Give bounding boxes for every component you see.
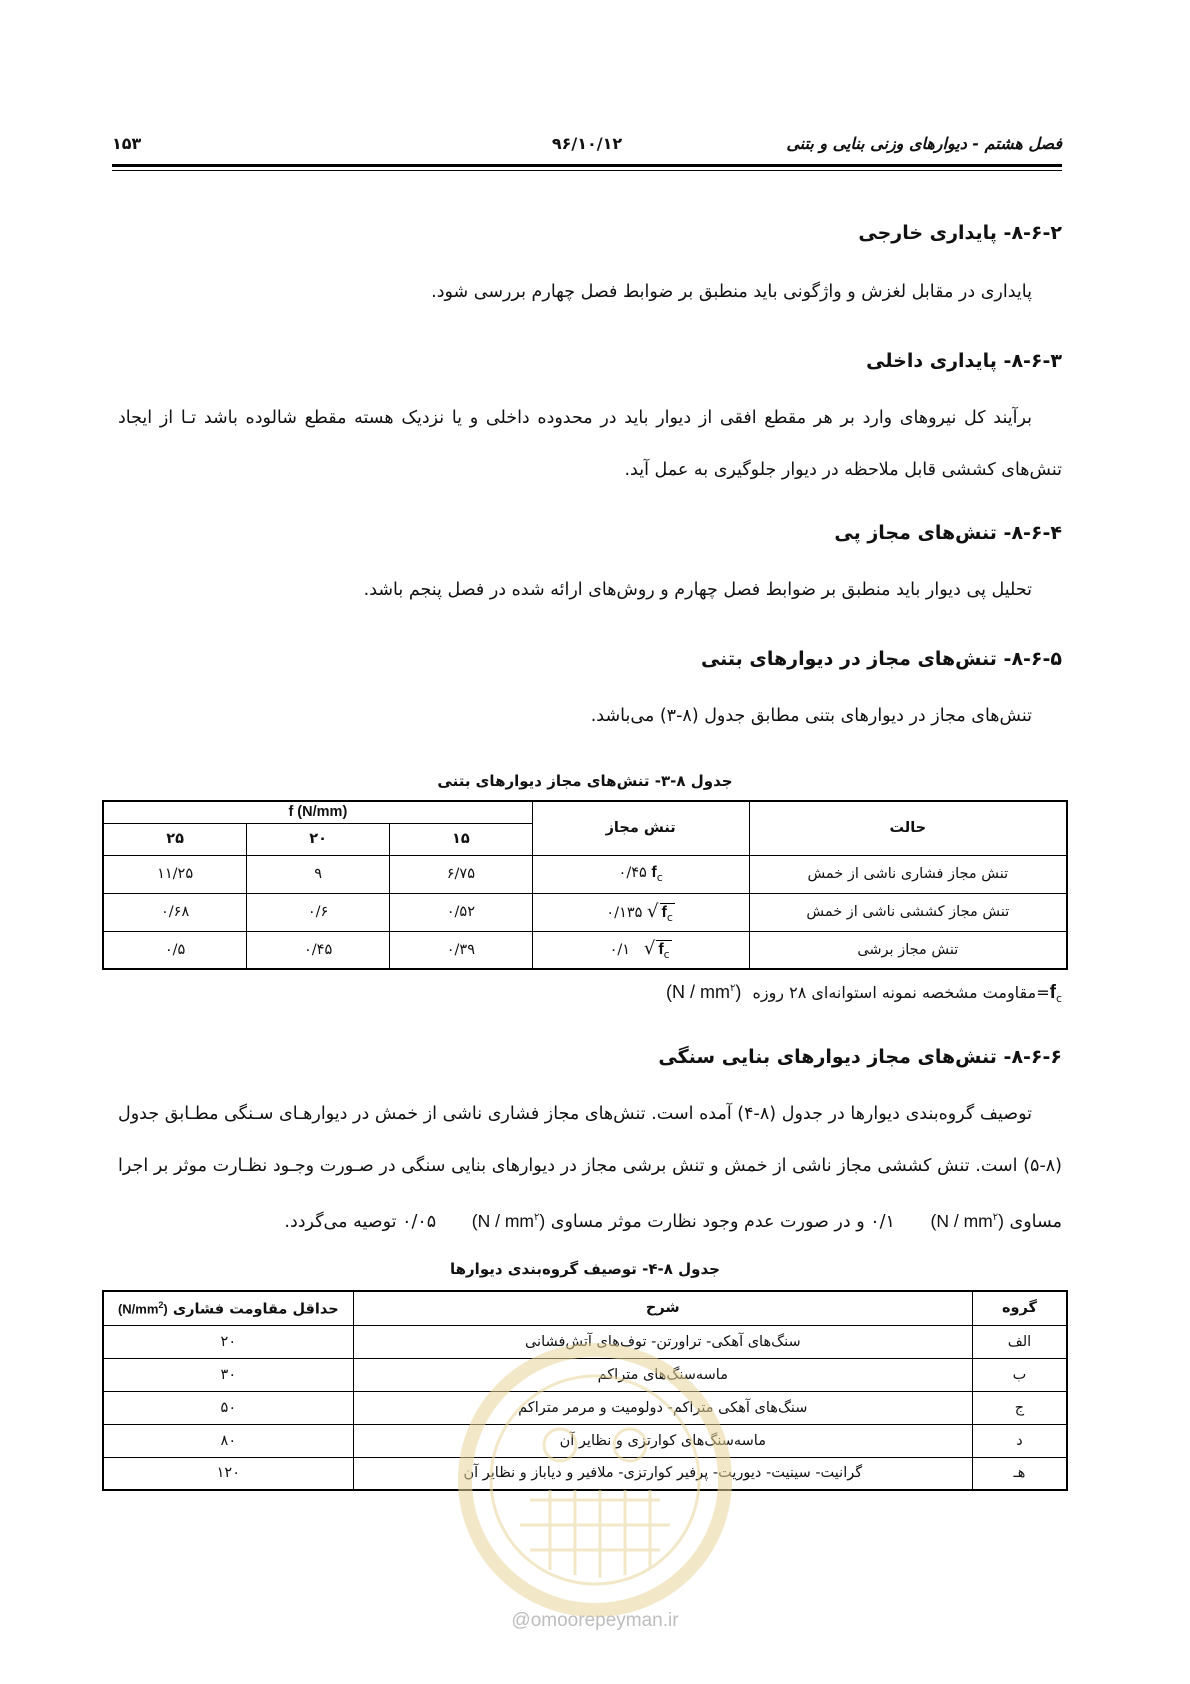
min-cell: ۲۰ xyxy=(103,1325,353,1358)
footer-website: @omoorepeyman.ir xyxy=(511,1610,679,1631)
value-cell: ۱۱/۲۵ xyxy=(103,855,247,893)
table1-note: $f_c=مقاومت$ مشخصه نمونه استوانه‌ای ۲۸ روزه $(N / mm^۲)$ xyxy=(666,982,1062,1005)
para-foundation-stress: تحلیل پی دیوار باید منطبق بر ضوابط فصل چهارم و روش‌های ارائه شده در فصل پنجم باشد. xyxy=(363,580,1032,600)
group-cell: هـ xyxy=(972,1457,1067,1490)
min-cell: ۱۲۰ xyxy=(103,1457,353,1490)
stress-formula: ۰/۱ √ $f_c$ xyxy=(532,931,749,969)
header-rule-thick xyxy=(112,164,1062,167)
table-row xyxy=(103,931,1067,969)
col-fc-group: f (N/mm) xyxy=(103,801,532,823)
desc-cell: گرانیت- سینیت- دیوریت- پرفیر کوارتزی- ملافیر و دیاباز و نظایر آن xyxy=(353,1457,972,1490)
desc-cell: سنگ‌های آهکی متراکم- دولومیت و مرمر متراکم xyxy=(353,1391,972,1424)
subcol-25: ۲۵ xyxy=(103,823,247,855)
group-cell: د xyxy=(972,1424,1067,1457)
watermark-seal-icon xyxy=(450,1330,740,1630)
stress-formula: ۰/۴۵ $f_c$ xyxy=(532,855,749,893)
table1-caption: جدول ۸-۳- تنش‌های مجاز دیوارهای بتنی xyxy=(437,772,733,790)
heading-concrete-wall-stress: ۸-۶-۵- تنش‌های مجاز در دیوارهای بتنی xyxy=(700,648,1062,670)
unit-expression: $(N / mm^۲)$ xyxy=(930,1210,1004,1231)
table-row xyxy=(103,893,1067,931)
value-cell: ۰/۶ xyxy=(247,893,390,931)
value-cell: ۰/۳۹ xyxy=(389,931,532,969)
para-external-stability: پایداری در مقابل لغزش و واژگونی باید منطبق بر ضوابط فصل چهارم بررسی شود. xyxy=(431,282,1032,302)
subcol-20: ۲۰ xyxy=(247,823,390,855)
chapter-title: فصل هشتم - دیوارهای وزنی بنایی و بتنی xyxy=(786,134,1062,153)
para-stone-wall-stress: توصیف گروه‌بندی دیوارها در جدول (۸-۴) آمده است. تنش‌های مجاز فشاری ناشی از خمش در دیوارهـای سـنگی مطـابق جدول (۸-۵) است. تنش کششی مجاز ناشی از خمش و تنش برشی مجاز در دیوارهای بنایی سنگی در صـورت وجـود نظـارت موثر بر اجرا مساوی $(N / mm^۲)$ ۰/۱ و در صورت عدم وجود نظارت موثر مساوی $(N / mm^۲)$ ۰/۰۵ توصیه می‌گردد. xyxy=(118,1088,1062,1248)
header-rule-thin xyxy=(112,170,1062,171)
value-cell: ۰/۶۸ xyxy=(103,893,247,931)
col-state: حالت xyxy=(749,801,1067,855)
value-cell: ۰/۴۵ xyxy=(247,931,390,969)
para-concrete-wall-stress: تنش‌های مجاز در دیوارهای بتنی مطابق جدول (۸-۳) می‌باشد. xyxy=(590,706,1032,726)
min-cell: ۵۰ xyxy=(103,1391,353,1424)
col-stress: تنش مجاز xyxy=(532,801,749,855)
heading-foundation-stress: ۸-۶-۴- تنش‌های مجاز پی xyxy=(834,522,1062,544)
col-min-strength: حداقل مقاومت فشاری $(N/mm^2)$ xyxy=(103,1291,353,1325)
value-cell: ۰/۵۲ xyxy=(389,893,532,931)
heading-external-stability: ۸-۶-۲- پایداری خارجی xyxy=(858,222,1062,244)
col-group: گروه xyxy=(972,1291,1067,1325)
table-row xyxy=(103,855,1067,893)
state-cell: تنش مجاز کششی ناشی از خمش xyxy=(749,893,1067,931)
state-cell: تنش مجاز برشی xyxy=(749,931,1067,969)
header-date: ۹۶/۱۰/۱۲ xyxy=(551,134,623,153)
desc-cell: ماسه‌سنگ‌های کوارتزی و نظایر آن xyxy=(353,1424,972,1457)
table2-caption: جدول ۸-۴- توصیف گروه‌بندی دیوارها xyxy=(450,1260,720,1278)
desc-cell: ماسه‌سنگ‌های متراکم xyxy=(353,1358,972,1391)
page-header xyxy=(112,130,1062,164)
group-cell: الف xyxy=(972,1325,1067,1358)
value-cell: ۹ xyxy=(247,855,390,893)
page-number: ۱۵۳ xyxy=(112,134,142,153)
heading-stone-wall-stress: ۸-۶-۶- تنش‌های مجاز دیوارهای بنایی سنگی xyxy=(658,1046,1062,1068)
at-icon: @ xyxy=(511,1610,531,1631)
table-concrete-stress xyxy=(102,800,1068,970)
state-cell: تنش مجاز فشاری ناشی از خمش xyxy=(749,855,1067,893)
stress-formula: ۰/۱۳۵ √ $f_c$ xyxy=(532,893,749,931)
value-cell: ۶/۷۵ xyxy=(389,855,532,893)
group-cell: ب xyxy=(972,1358,1067,1391)
min-cell: ۳۰ xyxy=(103,1358,353,1391)
value-cell: ۰/۵ xyxy=(103,931,247,969)
desc-cell: سنگ‌های آهکی- تراورتن- توف‌های آتش‌فشانی xyxy=(353,1325,972,1358)
min-cell: ۸۰ xyxy=(103,1424,353,1457)
heading-internal-stability: ۸-۶-۳- پایداری داخلی xyxy=(866,350,1062,372)
unit-expression: $(N / mm^۲)$ xyxy=(471,1210,546,1231)
subcol-15: ۱۵ xyxy=(389,823,532,855)
para-internal-stability: برآیند کل نیروهای وارد بر هر مقطع افقی از دیوار باید در محدوده داخلی و یا نزدیک هسته مقطع شالوده باشد تـا از ایجاد تنش‌های کششی قابل ملاحظه در دیوار جلوگیری به عمل آید. xyxy=(118,408,1062,480)
group-cell: ج xyxy=(972,1391,1067,1424)
col-desc: شرح xyxy=(353,1291,972,1325)
